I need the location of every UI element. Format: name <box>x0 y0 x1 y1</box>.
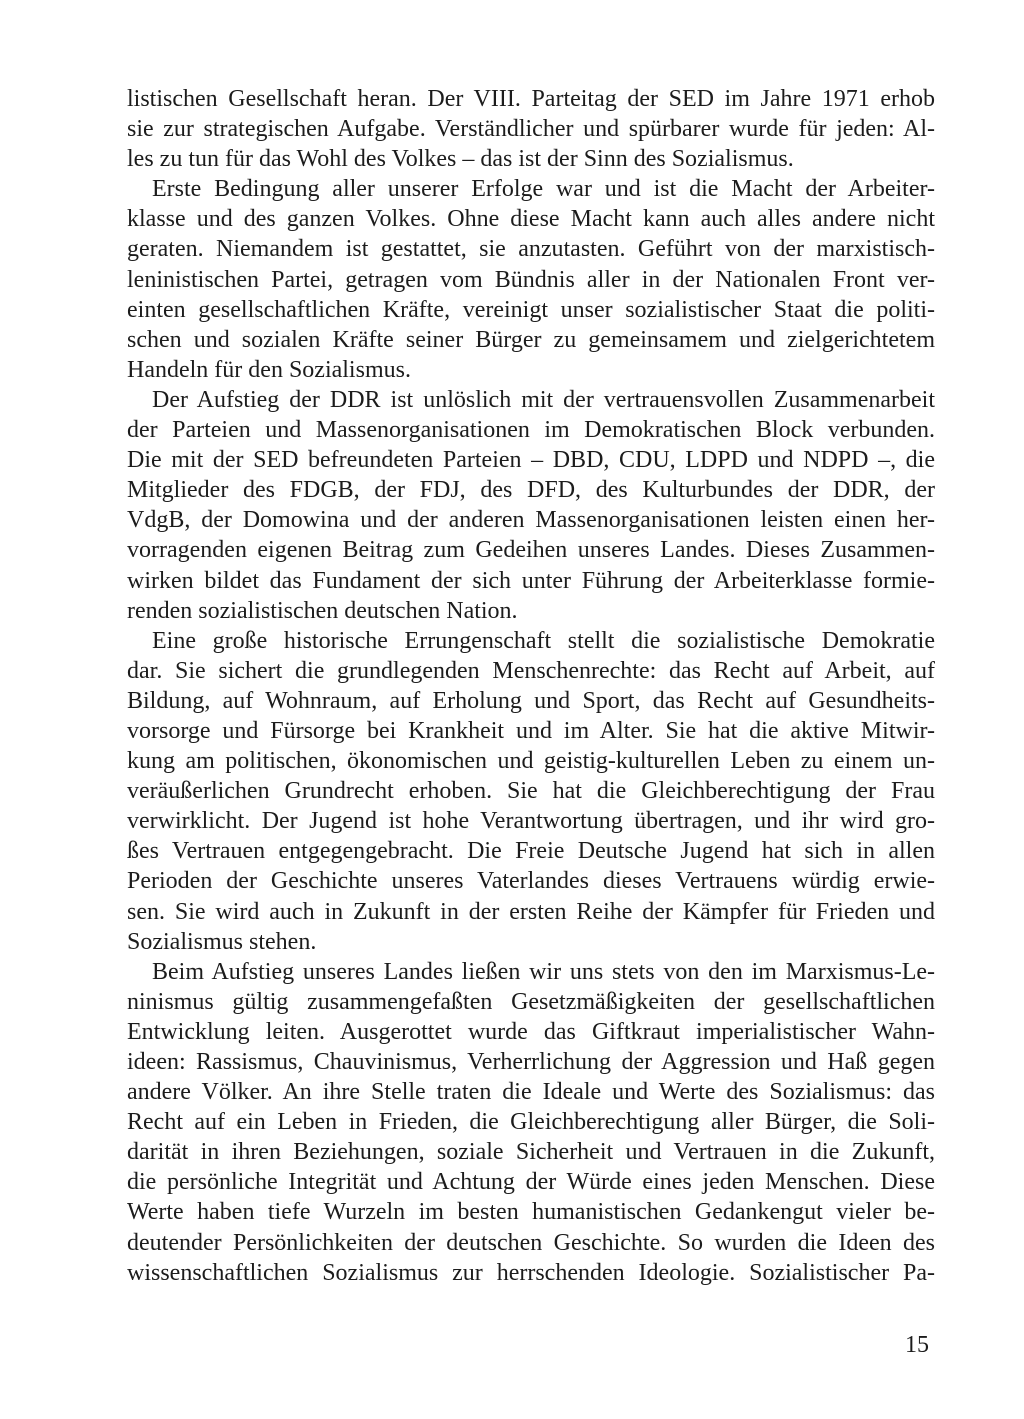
paragraph-marxism-leninism <box>127 957 935 1288</box>
paragraph-power-of-working-class <box>127 174 935 385</box>
text-line: VdgB, der Domowina und der anderen Massenorganisationen leisten einen her- <box>127 507 935 534</box>
text-line: Werte haben tiefe Wurzeln im besten humanistischen Gedankengut vieler be- <box>127 1199 935 1226</box>
paragraph-continuation <box>127 84 935 174</box>
text-line: dar. Sie sichert die grundlegenden Menschenrechte: das Recht auf Arbeit, auf <box>127 657 935 684</box>
text-line: Bildung, auf Wohnraum, auf Erholung und Sport, das Recht auf Gesundheits- <box>127 687 935 714</box>
paragraph-socialist-democracy <box>127 626 935 957</box>
text-line: wissenschaftlichen Sozialismus zur herrschenden Ideologie. Sozialistischer Pa- <box>127 1259 935 1286</box>
text-line: Beim Aufstieg unseres Landes ließen wir uns stets von den im Marxismus-Le- <box>152 958 935 985</box>
text-line: ßes Vertrauen entgegengebracht. Die Freie Deutsche Jugend hat sich in allen <box>127 838 935 865</box>
text-line: Sozialismus stehen. <box>127 928 317 955</box>
text-line: leninistischen Partei, getragen vom Bündnis aller in der Nationalen Front ver- <box>127 266 935 293</box>
text-line: vorragenden eigenen Beitrag zum Gedeihen unseres Landes. Dieses Zusammen- <box>127 537 935 564</box>
text-line: Perioden der Geschichte unseres Vaterlandes dieses Vertrauens würdig erwie- <box>127 868 935 895</box>
text-line: ideen: Rassismus, Chauvinismus, Verherrlichung der Aggression und Haß gegen <box>127 1049 935 1075</box>
text-line: Mitglieder des FDGB, der FDJ, des DFD, des Kulturbundes der DDR, der <box>127 477 935 504</box>
text-line: vorsorge und Fürsorge bei Krankheit und im Alter. Sie hat die aktive Mitwir- <box>127 717 935 744</box>
text-line: Handeln für den Sozialismus. <box>127 356 411 383</box>
text-line: schen und sozialen Kräfte seiner Bürger zu gemeinsamem und zielgerichtetem <box>127 326 935 353</box>
text-line: Erste Bedingung aller unserer Erfolge war und ist die Macht der Arbeiter- <box>152 176 935 203</box>
text-line: Entwicklung leiten. Ausgerottet wurde das Giftkraut imperialistischer Wahn- <box>127 1018 935 1045</box>
paragraph-democratic-block <box>127 385 935 626</box>
text-line: renden sozialistischen deutschen Nation. <box>127 597 518 624</box>
text-line: darität in ihren Beziehungen, soziale Sicherheit und Vertrauen in die Zukunft, <box>127 1139 935 1166</box>
text-line: les zu tun für das Wohl des Volkes – das ist der Sinn des Sozialismus. <box>127 146 794 173</box>
text-line: wirken bildet das Fundament der sich unter Führung der Arbeiterklasse formie- <box>127 567 935 594</box>
page-body <box>127 84 935 1288</box>
text-line: verwirklicht. Der Jugend ist hohe Verantwortung übertragen, und ihr wird gro- <box>127 808 935 835</box>
text-line: Eine große historische Errungenschaft stellt die sozialistische Demokratie <box>152 627 935 654</box>
text-line: kung am politischen, ökonomischen und geistig-kulturellen Leben zu einem un- <box>127 748 935 775</box>
text-line: klasse und des ganzen Volkes. Ohne diese Macht kann auch alles andere nicht <box>127 206 935 233</box>
text-line: sie zur strategischen Aufgabe. Verständlicher und spürbarer wurde für jeden: Al- <box>127 116 935 143</box>
page-number: 15 <box>905 1332 929 1358</box>
text-line: geraten. Niemandem ist gestattet, sie anzutasten. Geführt von der marxistisch- <box>127 236 935 263</box>
text-line: die persönliche Integrität und Achtung der Würde eines jeden Menschen. Diese <box>127 1169 935 1196</box>
text-line: Recht auf ein Leben in Frieden, die Gleichberechtigung aller Bürger, die Soli- <box>127 1109 935 1136</box>
text-line: Die mit der SED befreundeten Parteien – DBD, CDU, LDPD und NDPD –, die <box>127 447 935 474</box>
text-line: sen. Sie wird auch in Zukunft in der ersten Reihe der Kämpfer für Frieden und <box>127 898 935 925</box>
text-line: veräußerlichen Grundrecht erhoben. Sie hat die Gleichberechtigung der Frau <box>127 778 935 805</box>
text-line: ninismus gültig zusammengefaßten Gesetzmäßigkeiten der gesellschaftlichen <box>127 988 935 1015</box>
text-line: der Parteien und Massenorganisationen im Demokratischen Block verbunden. <box>127 417 935 444</box>
text-line: einten gesellschaftlichen Kräfte, vereinigt unser sozialistischer Staat die politi- <box>127 296 935 323</box>
text-line: Der Aufstieg der DDR ist unlöslich mit der vertrauensvollen Zusammenarbeit <box>152 386 935 413</box>
text-line: listischen Gesellschaft heran. Der VIII. Parteitag der SED im Jahre 1971 erhob <box>127 86 935 112</box>
text-line: deutender Persönlichkeiten der deutschen Geschichte. So wurden die Ideen des <box>127 1229 935 1256</box>
text-line: andere Völker. An ihre Stelle traten die Ideale und Werte des Sozialismus: das <box>127 1079 935 1106</box>
